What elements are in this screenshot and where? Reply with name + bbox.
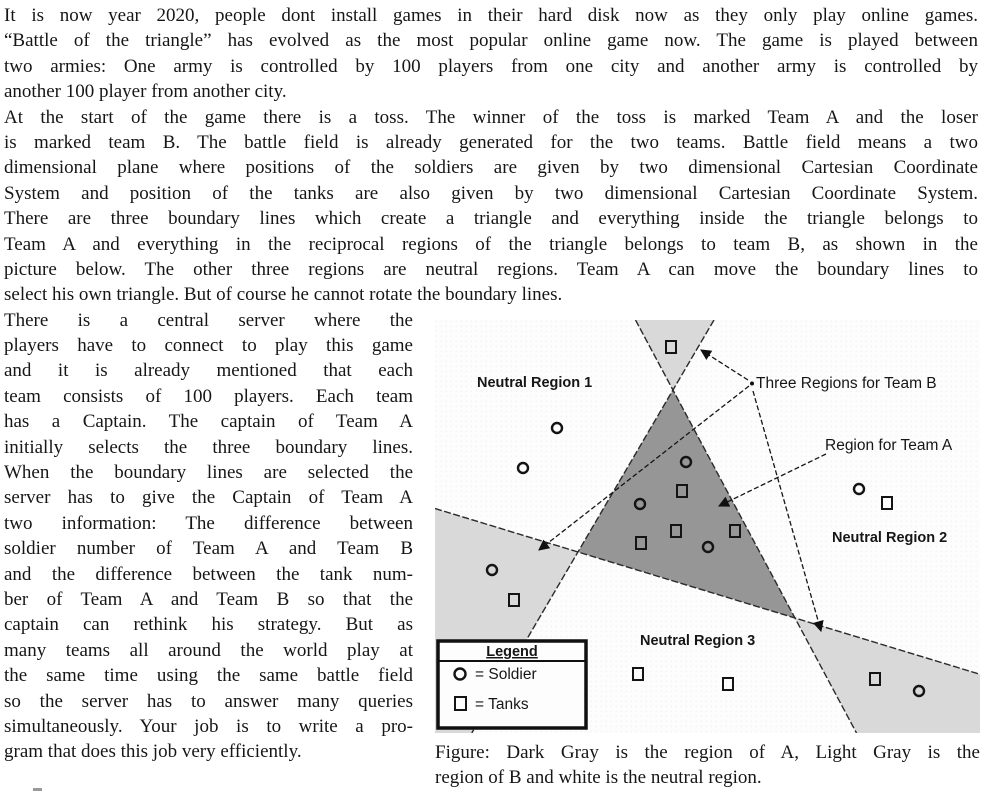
text-line: dimensional plane where positions of the soldiers are given by two dimensional Cartesian Coordinate — [4, 157, 978, 179]
column-paragraph — [4, 308, 413, 765]
text-line: At the start of the game there is a toss. The winner of the toss is marked Team A and the loser — [4, 106, 978, 128]
text-line: team consists of 100 players. Each team — [4, 385, 413, 407]
text-line: has a Captain. The captain of Team A — [4, 411, 413, 433]
text-line: another 100 player from another city. — [4, 81, 287, 103]
three-regions-team-b-label: Three Regions for Team B — [756, 374, 937, 392]
caption-line: Figure: Dark Gray is the region of A, Light Gray is the — [435, 741, 980, 763]
region-team-a-label: Region for Team A — [825, 436, 953, 454]
caption-line: region of B and white is the neutral region. — [435, 767, 762, 789]
text-line: captain can rethink his strategy. But as — [4, 614, 413, 636]
neutral-region-1-label: Neutral Region 1 — [477, 374, 593, 391]
text-line: “Battle of the triangle” has evolved as the most popular online game now. The game is played between — [4, 30, 978, 52]
neutral-region-3-label: Neutral Region 3 — [640, 632, 756, 649]
text-line: When the boundary lines are selected the — [4, 462, 413, 484]
text-line: two information: The difference between — [4, 512, 413, 534]
text-line: and it is already mentioned that each — [4, 360, 413, 382]
text-line: soldier number of Team A and Team B — [4, 538, 413, 560]
battle-field-figure — [435, 320, 980, 733]
text-line: players have to connect to play this game — [4, 335, 413, 357]
text-line: gram that does this job very efficiently. — [4, 741, 302, 763]
figure-caption — [435, 740, 980, 791]
text-line: Team A and everything in the reciprocal regions of the triangle belongs to team B, as shown in the — [4, 233, 978, 255]
neutral-region-2-label: Neutral Region 2 — [832, 529, 948, 546]
legend-title: Legend — [486, 643, 538, 660]
paragraph-1 — [4, 3, 978, 105]
column-and-figure-row — [4, 308, 978, 791]
text-line: server has to give the Captain of Team A — [4, 487, 413, 509]
figure-block — [435, 308, 980, 791]
text-line: the same time using the same battle field — [4, 665, 413, 687]
paragraph-2 — [4, 105, 978, 308]
text-line: There is a central server where the — [4, 309, 413, 331]
legend-box — [438, 641, 586, 728]
text-line: System and position of the tanks are also given by two dimensional Cartesian Coordinate System. — [4, 182, 978, 204]
text-line: It is now year 2020, people dont install games in their hard disk now as they only play online games. — [4, 5, 978, 26]
text-line: picture below. The other three regions are neutral regions. Team A can move the boundary lines to — [4, 258, 978, 280]
text-line: select his own triangle. But of course he cannot rotate the boundary lines. — [4, 284, 563, 306]
legend-soldier-label: = Soldier — [475, 665, 537, 683]
text-line: two armies: One army is controlled by 100 players from one city and another army is controlled by — [4, 55, 978, 77]
text-line: so the server has to answer many queries — [4, 690, 413, 712]
arrow-origin-dot — [750, 381, 754, 385]
legend-tank-label: = Tanks — [475, 695, 529, 713]
text-line: There are three boundary lines which create a triangle and everything inside the triangle belongs to — [4, 208, 978, 230]
text-line: is marked team B. The battle field is already generated for the two teams. Battle field means a two — [4, 131, 978, 153]
text-line: initially selects the three boundary lines. — [4, 436, 413, 458]
text-line: ber of Team A and Team B so that the — [4, 588, 413, 610]
text-line: simultaneously. Your job is to write a pro- — [4, 715, 413, 737]
cropped-text-artifact — [33, 788, 42, 791]
text-line: and the difference between the tank num- — [4, 563, 413, 585]
text-line: many teams all around the world play at — [4, 639, 413, 661]
